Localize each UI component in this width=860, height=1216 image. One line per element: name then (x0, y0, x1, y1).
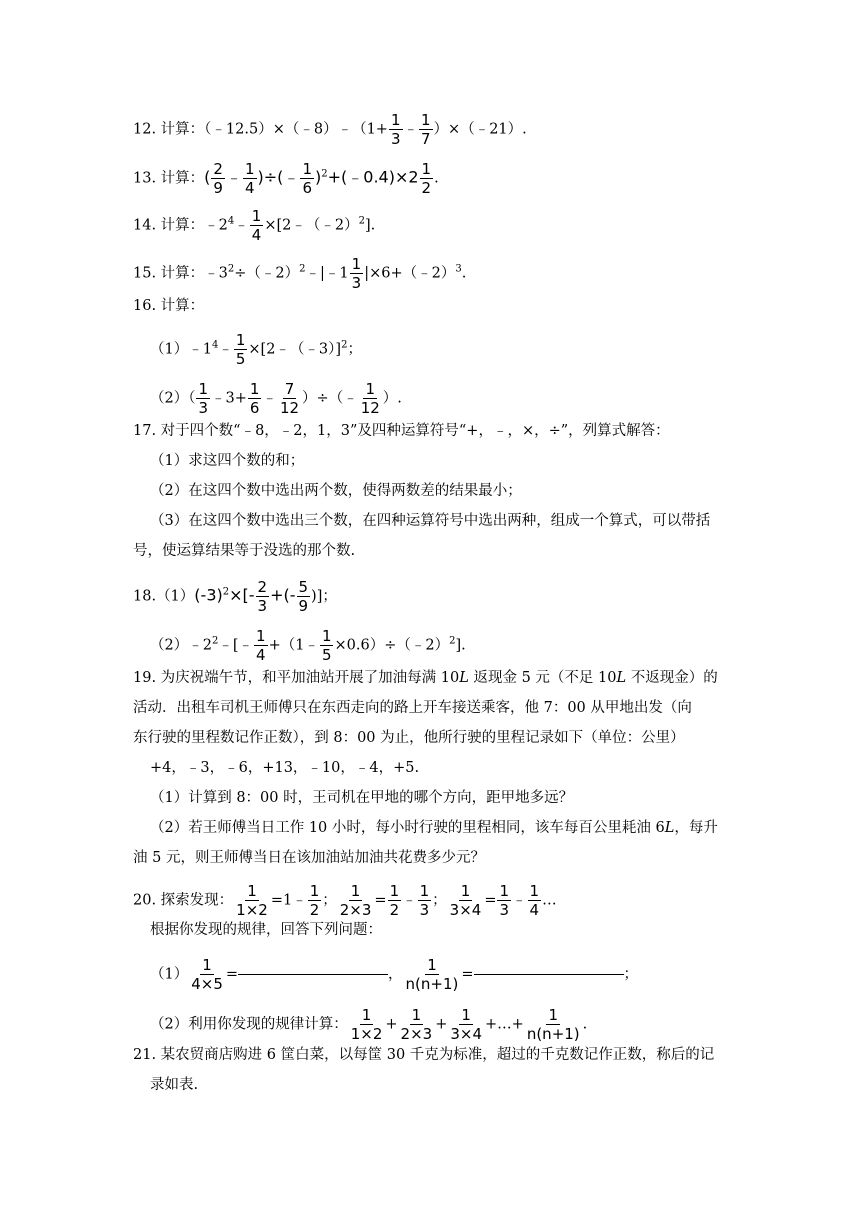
fraction: $\frac{1}{2}$ (389, 882, 400, 919)
q14-number: 14. (133, 217, 157, 234)
q21-number: 21. (133, 1047, 157, 1063)
fraction: $\frac{1}{7}$ (421, 111, 431, 148)
answer-blank-1[interactable] (238, 974, 388, 975)
fraction: $\frac{1}{3}$ (499, 882, 510, 919)
q19-line4: +4，﹣3，﹣6，+13，﹣10，﹣4，+5. (150, 760, 420, 776)
q15-number: 15. (133, 265, 157, 282)
fraction: $\frac{1}{n(n+1)}$ (405, 956, 459, 993)
q17-number: 17. (133, 423, 157, 439)
fraction: $\frac{1}{1\times 2}$ (350, 1006, 383, 1043)
q17: 17. 对于四个数“﹣8，﹣2，1，3”及四种运算符号“+，﹣，×，÷”，列算式解答： (133, 423, 670, 439)
fraction: $\frac{1}{4}$ (256, 627, 266, 664)
fraction: $\frac{1}{6}$ (302, 160, 312, 197)
q12: 12. 计算：（﹣12.5）×（﹣8）﹣（1+ $\frac{1}{3}$ ﹣ $\frac{1}{7}$ ）×（﹣21）. (133, 111, 527, 148)
fraction: $\frac{1}{3}$ (198, 380, 209, 417)
q17-part1: （1）求这四个数的和； (150, 453, 305, 469)
q12-label: 计算： (160, 121, 205, 138)
q19: 19. 为庆祝端午节，和平加油站开展了加油每满 10L 返现金 5 元（不足 10L 不返现金）的 (133, 670, 718, 686)
fraction: $\frac{5}{9}$ (298, 578, 309, 615)
fraction: $\frac{1}{4}$ (529, 882, 540, 919)
fraction: $\frac{1}{4}$ (251, 207, 262, 244)
fraction: $\frac{1}{3}$ (390, 111, 401, 148)
q20-part1: （1） $\frac{1}{4\times 5}$ = ， $\frac{1}{n(n+1)}$ = ； (150, 956, 639, 993)
q15: 15. 计算：$﹣3^2\div(﹣2)^2﹣|﹣1$ $\frac{1}{3}$ |×6+（﹣2）$^3$. (133, 255, 467, 292)
q19-part1: （1）计算到 8：00 时，王司机在甲地的哪个方向，距甲地多远？ (150, 790, 574, 806)
q13-label: 计算： (160, 170, 205, 187)
q14: 14. 计算：$﹣2^4﹣$ $\frac{1}{4}$ ×[2﹣（﹣2）$^2$]. (133, 207, 376, 244)
q19-line3: 东行驶的里程数记作正数），到 8：00 为止，他所行驶的里程记录如下（单位：公里） (133, 730, 685, 746)
q21-line2: 录如表. (150, 1077, 199, 1093)
q13-number: 13. (133, 170, 157, 187)
q12-number: 12. (133, 121, 157, 138)
q13: 13. 计算：( $\frac{2}{9}$ ﹣ $\frac{1}{4}$ )÷(﹣ $\frac{1}{6}$ )$^2$+(﹣0.4)×2 $\frac{1}{2}$ . (133, 160, 439, 197)
fraction: $\frac{1}{3}$ (351, 255, 362, 292)
q20: 20. 探索发现： $\frac{1}{1\times 2}$ =1﹣ $\frac{1}{2}$ ； $\frac{1}{2\times 3}$ = $\frac{1}{2}$ ﹣ $\frac{1}{3}$ ； $\frac{1}{3\times 4}$ = $\frac{1}{3}$ ﹣ $\frac{1}{4}$ … (133, 882, 557, 919)
q18-part2: $(2)﹣2^2﹣[﹣$ $\frac{1}{4}$ +（1﹣ $\frac{1}{5}$ ×0.6）÷（﹣2）$^2$]. (150, 627, 466, 664)
q20-part2: （2）利用你发现的规律计算： $\frac{1}{1\times 2}$ + $\frac{1}{2\times 3}$ + $\frac{1}{3\times 4}$ +…+ $\frac{1}{n(n+1)}$ . (150, 1006, 588, 1043)
fraction: $\frac{1}{6}$ (249, 380, 260, 417)
q16-part2: （2）（ $\frac{1}{3}$ ﹣3+ $\frac{1}{6}$ ﹣ $\frac{7}{12}$ ）÷（﹣ $\frac{1}{12}$ ）. (150, 380, 402, 417)
q18-number: 18. (133, 588, 157, 605)
q12-expr-a: （﹣12.5）×（﹣8）﹣（1+ (204, 121, 388, 138)
fraction: $\frac{1}{2}$ (309, 882, 320, 919)
fraction: $\frac{1}{3\times 4}$ (450, 1006, 483, 1043)
fraction: $\frac{1}{2}$ (421, 160, 432, 197)
fraction: $\frac{1}{2\times 3}$ (339, 882, 372, 919)
fraction: $\frac{2}{3}$ (257, 578, 268, 615)
q17-part3-cont: 号，使运算结果等于没选的那个数. (133, 543, 356, 559)
q16-part1: $(1)﹣1^4﹣$ $\frac{1}{5}$ ×[2﹣（﹣3）]$^2$； (150, 331, 362, 368)
q19-number: 19. (133, 670, 157, 686)
q19-part2: （2）若王师傅当日工作 10 小时，每小时行驶的里程相同，该车每百公里耗油 6L，每升 (150, 820, 718, 836)
q20-number: 20. (133, 892, 157, 909)
q20-rule: 根据你发现的规律，回答下列问题： (150, 922, 382, 938)
fraction: $\frac{7}{12}$ (279, 380, 300, 417)
q17-part3: （3）在这四个数中选出三个数，在四种运算符号中选出两种，组成一个算式，可以带括 (150, 513, 711, 529)
fraction: $\frac{1}{3\times 4}$ (449, 882, 482, 919)
fraction: $\frac{1}{5}$ (235, 331, 246, 368)
q19-part2-cont: 油 5 元，则王师傅当日在该加油站加油共花费多少元？ (133, 850, 485, 866)
fraction: $\frac{1}{n(n+1)}$ (526, 1006, 580, 1043)
fraction: $\frac{2}{9}$ (213, 160, 223, 197)
fraction: $\frac{1}{4\times 5}$ (191, 956, 223, 993)
fraction: $\frac{1}{5}$ (321, 627, 332, 664)
q17-part2: （2）在这四个数中选出两个数，使得两数差的结果最小； (150, 483, 522, 499)
fraction: $\frac{1}{2\times 3}$ (400, 1006, 433, 1043)
fraction: $\frac{1}{12}$ (360, 380, 380, 417)
fraction: $\frac{1}{4}$ (244, 160, 255, 197)
q21: 21. 某农贸商店购进 6 筐白菜，以每筐 30 千克为标准，超过的千克数记作正数，称后的记 (133, 1047, 715, 1063)
q16: 16. 计算： (133, 298, 205, 314)
fraction: $\frac{1}{3}$ (419, 882, 430, 919)
fraction: $\frac{1}{1\times 2}$ (236, 882, 268, 919)
q16-number: 16. (133, 298, 157, 314)
q19-line2: 活动．出租车司机王师傅只在东西走向的路上开车接送乘客，他 7：00 从甲地出发（向 (133, 700, 692, 716)
answer-blank-2[interactable] (474, 974, 624, 975)
q18-part1: $18.(1)(-3)^2\times[-$ $\frac{2}{3}$ +(- $\frac{5}{9}$ )]； (133, 578, 337, 615)
